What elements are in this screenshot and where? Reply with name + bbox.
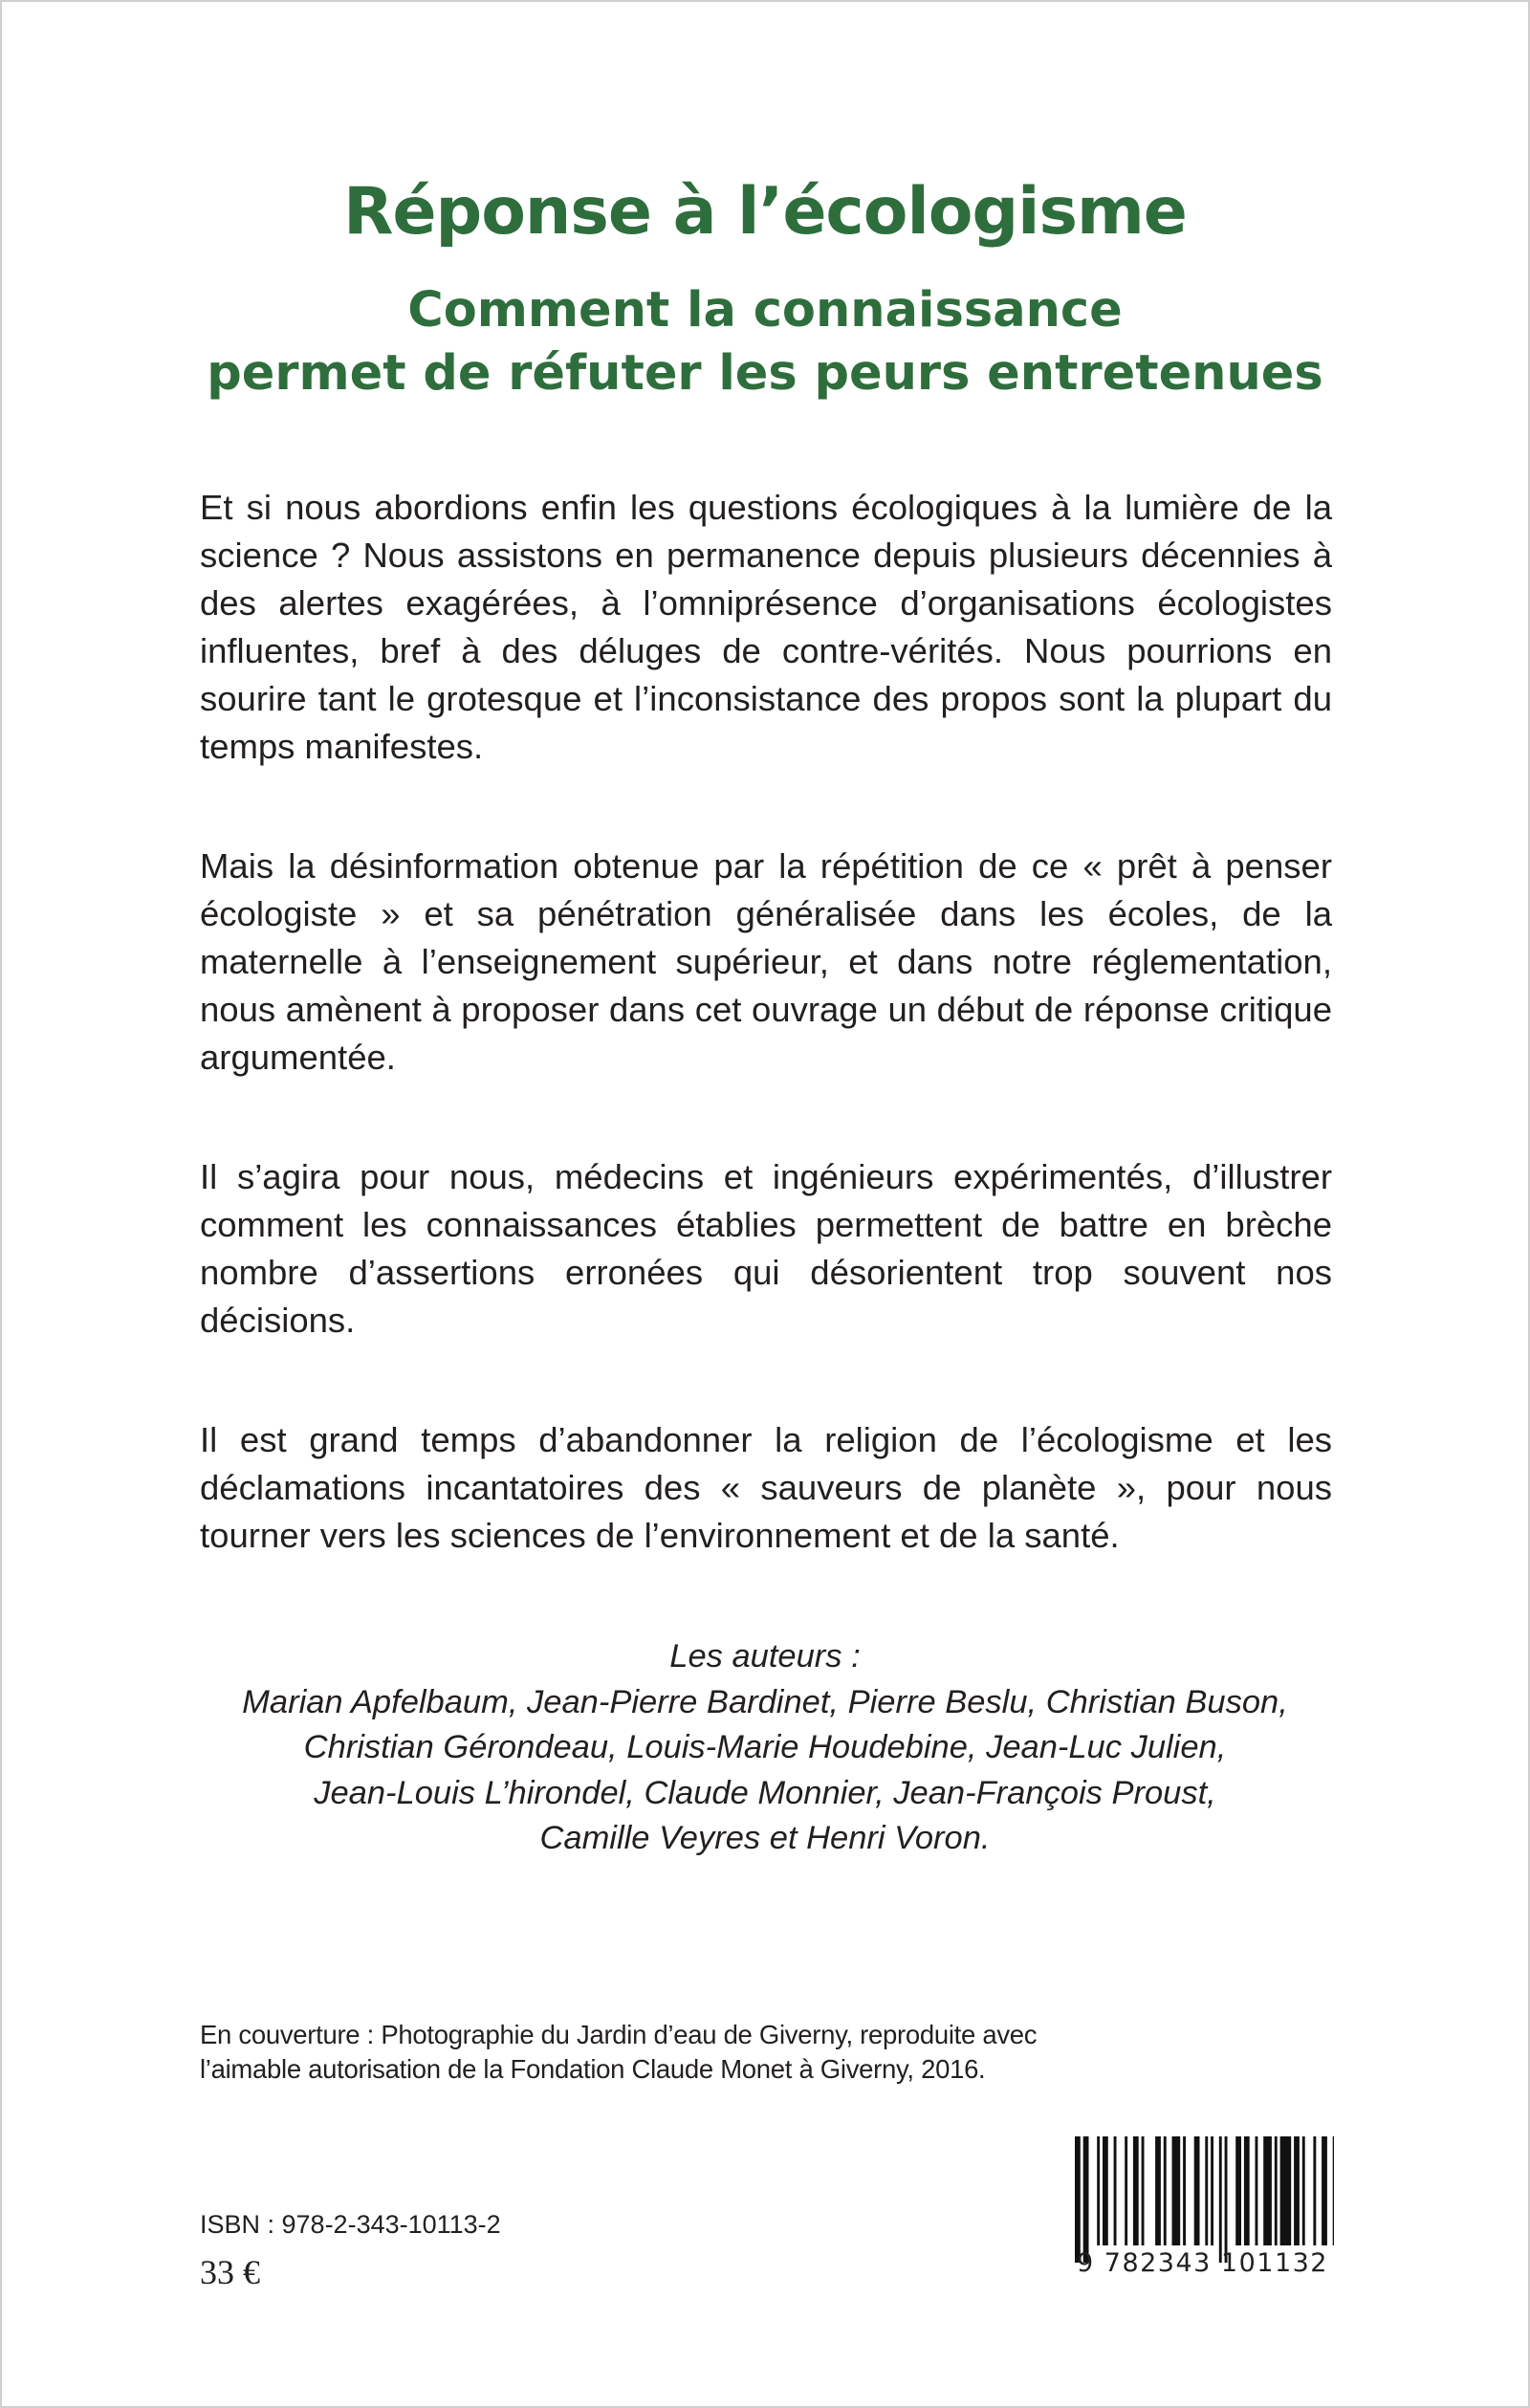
blurb-paragraph: Mais la désinformation obtenue par la répétition de ce « prêt à penser écologiste » et sa pénétration généralisée dans les écoles, de la maternelle à l’enseignement supérieur, et dans notre réglementation, nous amènent à proposer dans cet ouvrage un début de réponse critique argumentée. bbox=[200, 846, 1332, 1077]
barcode-bar bbox=[1194, 2136, 1200, 2245]
subtitle-line: permet de réfuter les peurs entretenues bbox=[207, 345, 1323, 402]
barcode-bar bbox=[1280, 2136, 1292, 2245]
blurb-paragraph: Il est grand temps d’abandonner la religion de l’écologisme et les déclamations incantatoires des « sauveurs de planète », pour nous tourner vers les sciences de l’environnement et de la santé. bbox=[200, 1420, 1332, 1555]
barcode-bar bbox=[1103, 2136, 1108, 2245]
isbn-text: ISBN : 978-2-343-10113-2 bbox=[200, 2210, 501, 2239]
barcode-bar bbox=[1172, 2136, 1181, 2245]
barcode-bar bbox=[1313, 2136, 1316, 2245]
barcode-bar bbox=[1275, 2136, 1278, 2245]
blurb-paragraph: Et si nous abordions enfin les questions écologiques à la lumière de la science ? Nous assistons en permanence depuis plusieurs décennies à des alertes exagérées, à l’omniprésence d’organisations écologistes influentes, bref à des déluges de contre-vérités. Nous pourrions en sourire tant le grotesque et l’inconsistance des propos sont la plupart du temps manifestes. bbox=[200, 488, 1332, 766]
barcode-bar bbox=[1097, 2136, 1100, 2245]
barcode-bar bbox=[1294, 2136, 1300, 2245]
barcode-bar bbox=[1302, 2136, 1305, 2245]
barcode-bar bbox=[1256, 2136, 1258, 2245]
price-text: 33 € bbox=[200, 2253, 260, 2291]
barcode-bar bbox=[1225, 2136, 1228, 2263]
barcode-bar bbox=[1133, 2136, 1139, 2245]
barcode-digits: 9 782343 101132 bbox=[1077, 2248, 1328, 2278]
barcode-bar bbox=[1142, 2136, 1145, 2245]
book-subtitle bbox=[2, 279, 1528, 405]
authors-block bbox=[212, 1634, 1318, 1862]
authors-label: Les auteurs : bbox=[669, 1638, 861, 1675]
barcode-bar bbox=[1183, 2136, 1186, 2245]
barcode-bar bbox=[1235, 2136, 1241, 2245]
credit-line: l’aimable autorisation de la Fondation Claude Monet à Giverny, 2016. bbox=[200, 2054, 986, 2084]
barcode-bar bbox=[1219, 2136, 1222, 2263]
barcode-bar bbox=[1164, 2136, 1167, 2245]
barcode-bar bbox=[1114, 2136, 1117, 2245]
blurb bbox=[200, 484, 1332, 1631]
credit-line: En couverture : Photographie du Jardin d’eau de Giverny, reproduite avec bbox=[200, 2020, 1038, 2049]
cover-credit bbox=[200, 2018, 1037, 2087]
book-title: Réponse à l’écologisme bbox=[343, 174, 1187, 250]
barcode-bar bbox=[1075, 2136, 1081, 2263]
subtitle-line: Comment la connaissance bbox=[407, 282, 1123, 339]
barcode-bar bbox=[1322, 2136, 1327, 2245]
authors-line: Christian Gérondeau, Louis-Marie Houdebine, Jean-Luc Julien, bbox=[303, 1729, 1227, 1765]
authors-line: Camille Veyres et Henri Voron. bbox=[539, 1820, 991, 1856]
authors-line: Jean-Louis L’hirondel, Claude Monnier, Jean-François Proust, bbox=[314, 1774, 1216, 1811]
authors-line: Marian Apfelbaum, Jean-Pierre Bardinet, Pierre Beslu, Christian Buson, bbox=[242, 1683, 1288, 1720]
barcode-bar bbox=[1263, 2136, 1272, 2245]
barcode-bar bbox=[1083, 2136, 1089, 2263]
barcode-bar bbox=[1205, 2136, 1208, 2245]
barcode-bar bbox=[1211, 2136, 1213, 2245]
barcode-bar bbox=[1333, 2136, 1334, 2245]
barcode-bar bbox=[1244, 2136, 1250, 2245]
barcode-bar bbox=[1125, 2136, 1127, 2245]
barcode-bar bbox=[1155, 2136, 1161, 2245]
blurb-paragraph: Il s’agira pour nous, médecins et ingénieurs expérimentés, d’illustrer comment les connaissances établies permettent de battre en brèche nombre d’assertions erronées qui désorientent trop souvent nos décisions. bbox=[200, 1157, 1332, 1340]
